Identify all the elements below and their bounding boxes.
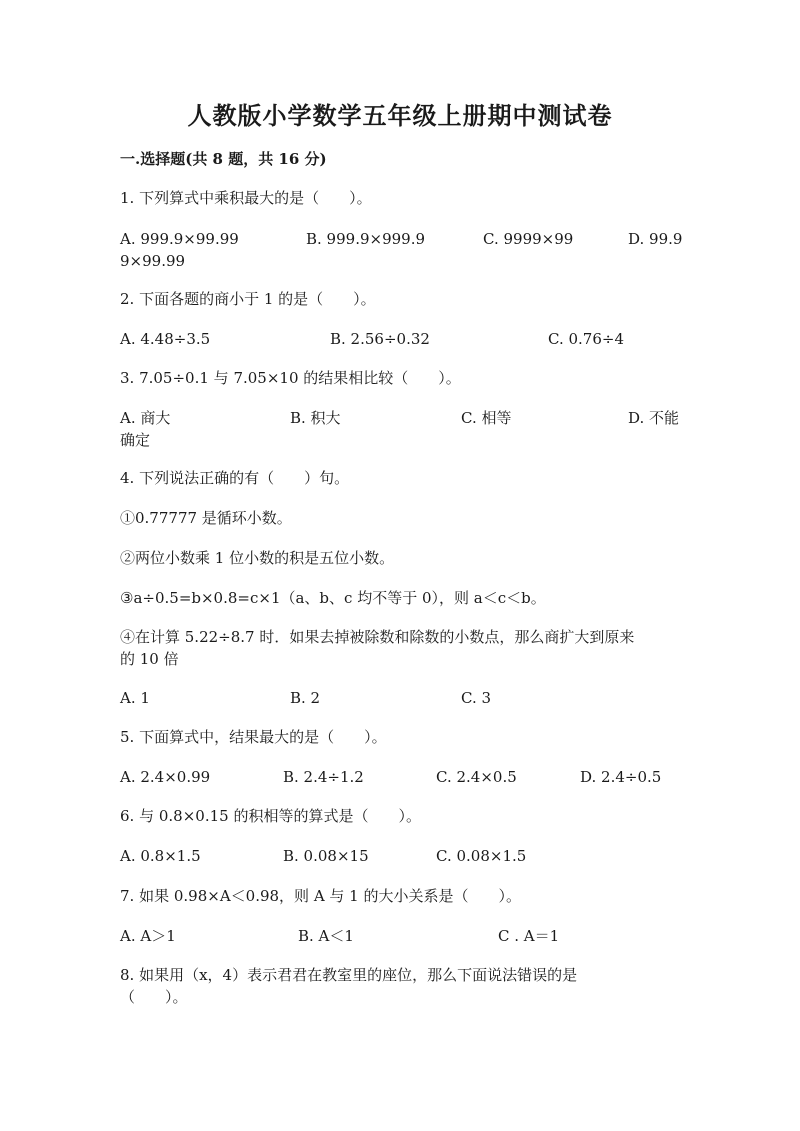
question-3-option-c: C. 相等 (461, 409, 512, 427)
question-8-stem: 8. 如果用（x，4）表示君君在教室里的座位，那么下面说法错误的是 (120, 966, 578, 984)
question-5-option-d: D. 2.4÷0.5 (580, 768, 662, 786)
question-4-statement-4: ④在计算 5.22÷8.7 时．如果去掉被除数和除数的小数点，那么商扩大到原来 (120, 628, 635, 646)
question-4-stem: 4. 下列说法正确的有（ ）句。 (120, 469, 350, 487)
question-2-option-b: B. 2.56÷0.32 (330, 330, 430, 348)
question-1-option-c: C. 9999×99 (483, 230, 574, 248)
question-2-option-c: C. 0.76÷4 (548, 330, 624, 348)
question-1-option-d: D. 99.9 (628, 230, 683, 248)
question-5-option-c: C. 2.4×0.5 (436, 768, 517, 786)
question-6-option-c: C. 0.08×1.5 (436, 847, 527, 865)
question-1-option-d-cont: 9×99.99 (120, 252, 186, 270)
question-2-option-a: A. 4.48÷3.5 (120, 330, 211, 348)
section-heading: 一.选择题(共 8 题，共 16 分) (120, 150, 327, 168)
question-7-stem: 7. 如果 0.98×A＜0.98，则 A 与 1 的大小关系是（ ）。 (120, 887, 521, 905)
question-6-option-a: A. 0.8×1.5 (120, 847, 201, 865)
question-4-statement-4-cont: 的 10 倍 (120, 650, 179, 668)
page-title: 人教版小学数学五年级上册期中测试卷 (187, 101, 613, 130)
question-4-option-a: A. 1 (120, 689, 150, 707)
question-5-option-a: A. 2.4×0.99 (120, 768, 211, 786)
question-4-statement-3: ③a÷0.5=b×0.8=c×1（a、b、c 均不等于 0），则 a＜c＜b。 (120, 589, 546, 607)
question-4-statement-1: ①0.77777 是循环小数。 (120, 509, 292, 527)
question-1-option-b: B. 999.9×999.9 (306, 230, 426, 248)
question-2-stem: 2. 下面各题的商小于 1 的是（ ）。 (120, 290, 376, 308)
question-3-option-d-cont: 确定 (120, 431, 151, 449)
question-3-stem: 3. 7.05÷0.1 与 7.05×10 的结果相比较（ ）。 (120, 369, 461, 387)
question-6-stem: 6. 与 0.8×0.15 的积相等的算式是（ ）。 (120, 807, 421, 825)
question-4-option-c: C. 3 (461, 689, 492, 707)
question-4-option-b: B. 2 (290, 689, 321, 707)
question-7-option-c: C . A＝1 (498, 927, 560, 945)
question-7-option-b: B. A＜1 (298, 927, 354, 945)
question-5-option-b: B. 2.4÷1.2 (283, 768, 364, 786)
question-4-statement-2: ②两位小数乘 1 位小数的积是五位小数。 (120, 549, 395, 567)
question-6-option-b: B. 0.08×15 (283, 847, 369, 865)
question-5-stem: 5. 下面算式中，结果最大的是（ ）。 (120, 728, 387, 746)
question-8-stem-cont: （ ）。 (120, 988, 188, 1006)
question-3-option-a: A. 商大 (120, 409, 171, 427)
question-7-option-a: A. A＞1 (120, 927, 176, 945)
question-3-option-b: B. 积大 (290, 409, 341, 427)
question-1-option-a: A. 999.9×99.99 (120, 230, 239, 248)
question-3-option-d: D. 不能 (628, 409, 680, 427)
question-1-stem: 1. 下列算式中乘积最大的是（ ）。 (120, 189, 372, 207)
